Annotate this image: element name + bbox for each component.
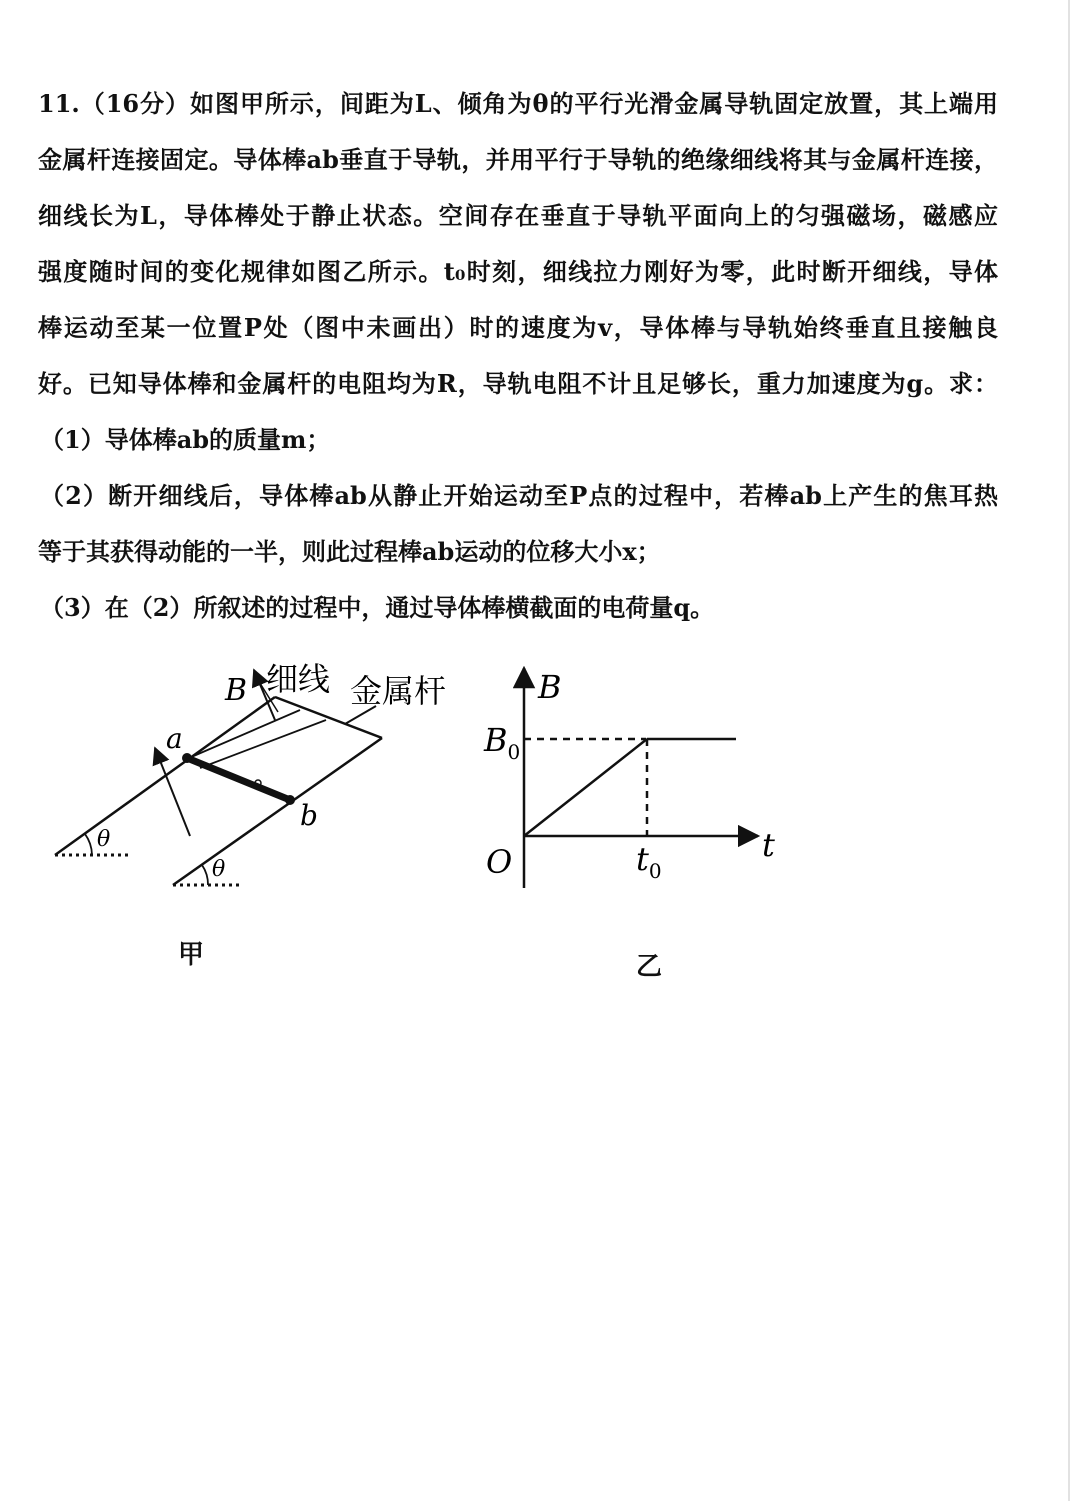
angle-arc-1 xyxy=(85,834,92,855)
tick-label-t0-sub: 0 xyxy=(648,859,662,883)
label-b: b xyxy=(300,799,318,832)
point-a xyxy=(182,753,192,763)
label-theta-2: θ xyxy=(212,857,226,882)
tick-label-b0 xyxy=(483,721,520,764)
figures xyxy=(40,640,840,1000)
question-3: （3）在（2）所叙述的过程中，通过导体棒横截面的电荷量q。 xyxy=(40,593,715,622)
tick-label-t0-main: t xyxy=(636,840,649,878)
axis-label-t: t xyxy=(762,826,775,864)
figure-jia xyxy=(55,660,446,885)
question-2-cont: 等于其获得动能的一半，则此过程棒ab运动的位移大小x； xyxy=(38,537,661,566)
origin-label: O xyxy=(486,843,513,881)
problem-line-6: 好。已知导体棒和金属杆的电阻均为R，导轨电阻不计且足够长，重力加速度为g。求： xyxy=(38,369,998,398)
series-ramp xyxy=(524,739,647,836)
upper-rail xyxy=(55,697,275,855)
conductor-bar-ab xyxy=(187,758,290,800)
lower-rail xyxy=(173,738,382,885)
caption-yi: 乙 xyxy=(636,952,663,982)
label-b-field: B xyxy=(225,673,248,708)
caption-jia: 甲 xyxy=(178,940,205,970)
figure-yi xyxy=(483,668,775,888)
tick-label-b0-main: B xyxy=(484,721,508,759)
tick-label-b0-sub: 0 xyxy=(507,740,521,764)
question-1: （1）导体棒ab的质量m； xyxy=(40,425,331,454)
problem-line-5: 棒运动至某一位置P处（图中未画出）时的速度为v，导体棒与导轨始终垂直且接触良 xyxy=(38,313,998,342)
label-thread: 细线 xyxy=(266,660,331,698)
problem-line-1: 11.（16分）如图甲所示，间距为L、倾角为θ的平行光滑金属导轨固定放置，其上端用 xyxy=(38,89,998,118)
label-metal-rod: 金属杆 xyxy=(350,672,447,710)
problem-line-3: 细线长为L，导体棒处于静止状态。空间存在垂直于导轨平面向上的匀强磁场，磁感应 xyxy=(38,201,998,230)
point-b xyxy=(285,795,295,805)
label-a: a xyxy=(166,722,183,755)
question-2: （2）断开细线后，导体棒ab从静止开始运动至P点的过程中，若棒ab上产生的焦耳热 xyxy=(40,481,998,510)
angle-arc-2 xyxy=(202,865,208,885)
axis-label-b: B xyxy=(538,668,562,706)
problem-line-4: 强度随时间的变化规律如图乙所示。t₀时刻，细线拉力刚好为零，此时断开细线，导体 xyxy=(38,257,998,286)
label-theta-1: θ xyxy=(97,827,111,852)
tick-label-t0 xyxy=(636,840,662,883)
problem-line-2: 金属杆连接固定。导体棒ab垂直于导轨，并用平行于导轨的绝缘细线将其与金属杆连接， xyxy=(38,145,998,174)
problem-11 xyxy=(38,82,998,642)
page-edge-line xyxy=(1068,0,1070,1501)
thread-line-2 xyxy=(200,720,326,768)
